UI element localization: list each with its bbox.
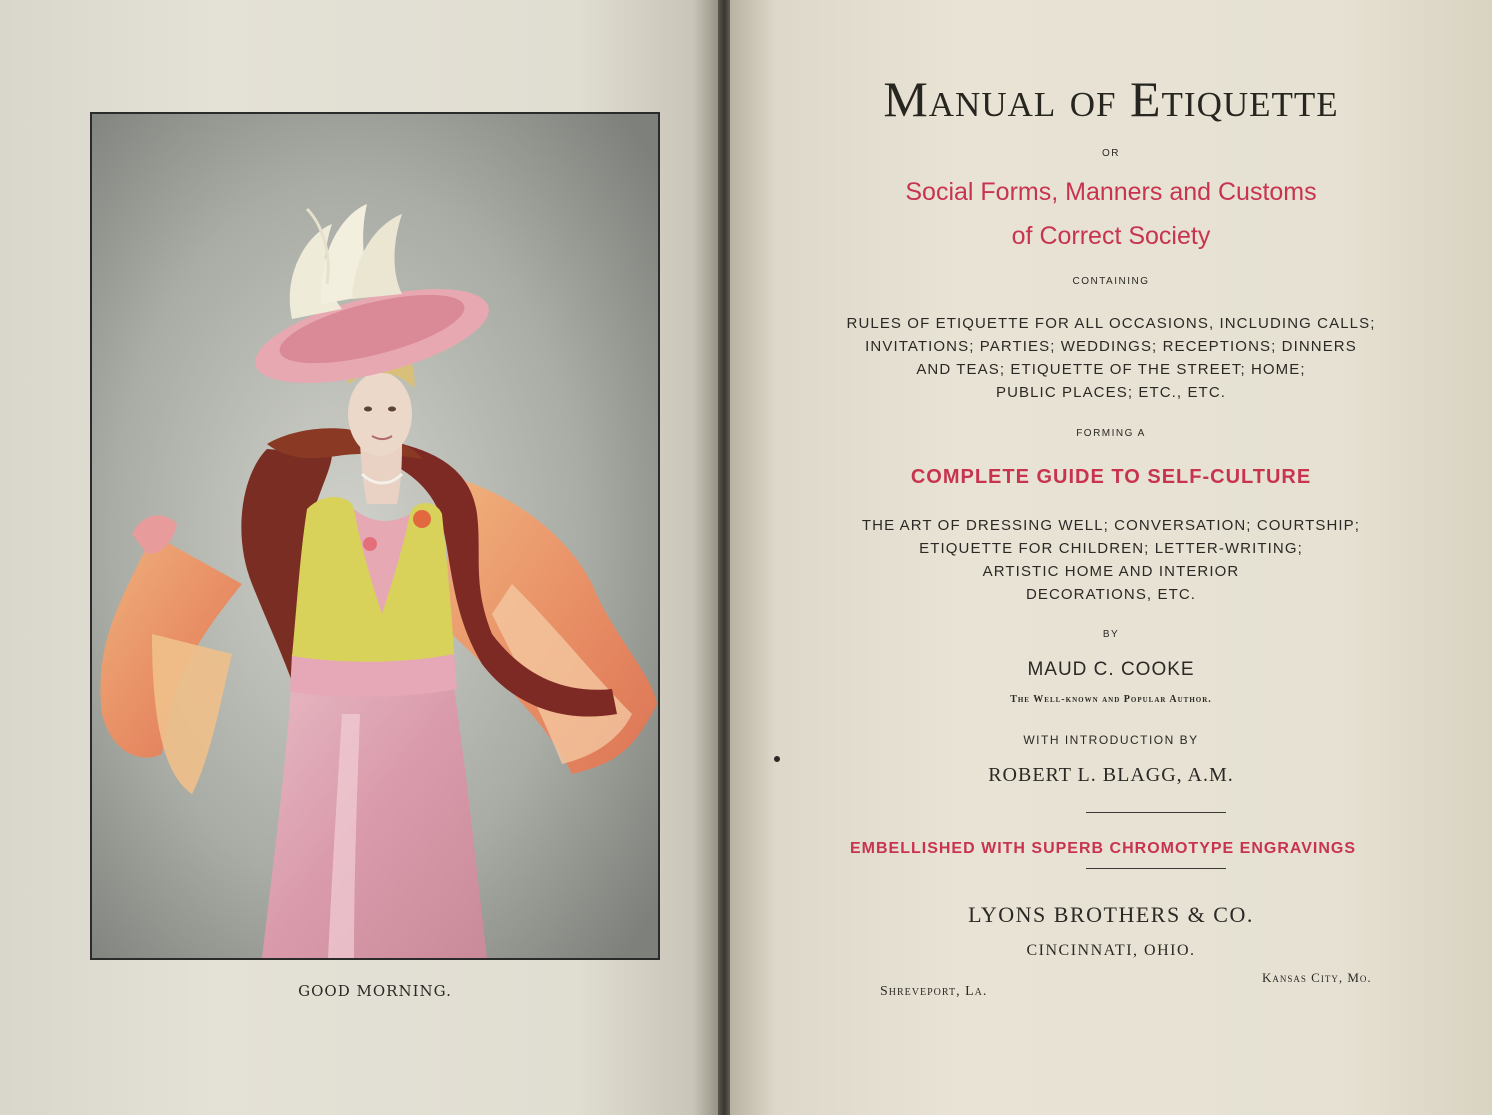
portrait-illustration: [92, 114, 658, 958]
intro-text: WITH INTRODUCTION BY: [1023, 733, 1199, 747]
frontispiece-plate: [90, 112, 660, 960]
embellished-text: EMBELLISHED WITH SUPERB CHROMOTYPE ENGRAVINGS: [849, 840, 1357, 857]
or-text: OR: [1102, 148, 1120, 159]
author-name: MAUD C. COOKE: [1027, 659, 1195, 680]
forming-text: FORMING A: [1076, 428, 1146, 439]
branch-shreveport: Shreveport, La.: [880, 984, 988, 999]
divider-upper: [1086, 812, 1226, 813]
containing-text: CONTAINING: [1072, 276, 1150, 287]
title-page: [730, 0, 1492, 1115]
contents-line-2: INVITATIONS; PARTIES; WEDDINGS; RECEPTIONS; DINNERS: [865, 338, 1357, 355]
publisher-name: LYONS BROTHERS & CO.: [968, 902, 1254, 927]
author-tagline: The Well-known and Popular Author.: [1010, 694, 1212, 705]
by-text: BY: [1102, 629, 1120, 640]
topics-line-3: ARTISTIC HOME AND INTERIOR: [982, 563, 1240, 580]
guide-title: COMPLETE GUIDE TO SELF-CULTURE: [910, 466, 1312, 488]
branch-kansas-city: Kansas City, Mo.: [1262, 970, 1372, 985]
divider-lower: [1086, 868, 1226, 869]
topics-line-1: THE ART OF DRESSING WELL; CONVERSATION; COURTSHIP;: [861, 517, 1361, 534]
plate-caption: GOOD MORNING.: [298, 982, 452, 1000]
subtitle-line-2: of Correct Society: [1011, 222, 1211, 250]
ink-speck: [774, 756, 780, 762]
subtitle-line-1: Social Forms, Manners and Customs: [905, 178, 1317, 206]
contents-line-3: AND TEAS; ETIQUETTE OF THE STREET; HOME;: [916, 361, 1306, 378]
publisher-city: CINCINNATI, OHIO.: [1026, 942, 1196, 959]
contents-line-1: RULES OF ETIQUETTE FOR ALL OCCASIONS, INCLUDING CALLS;: [846, 315, 1376, 332]
topics-line-4: DECORATIONS, ETC.: [1025, 586, 1197, 603]
contents-line-4: PUBLIC PLACES; ETC., ETC.: [995, 384, 1227, 401]
intro-author: ROBERT L. BLAGG, A.M.: [988, 764, 1234, 786]
left-page: [0, 0, 722, 1115]
topics-line-2: ETIQUETTE FOR CHILDREN; LETTER-WRITING;: [919, 540, 1303, 557]
book-title: Manual of Etiquette: [883, 71, 1339, 127]
